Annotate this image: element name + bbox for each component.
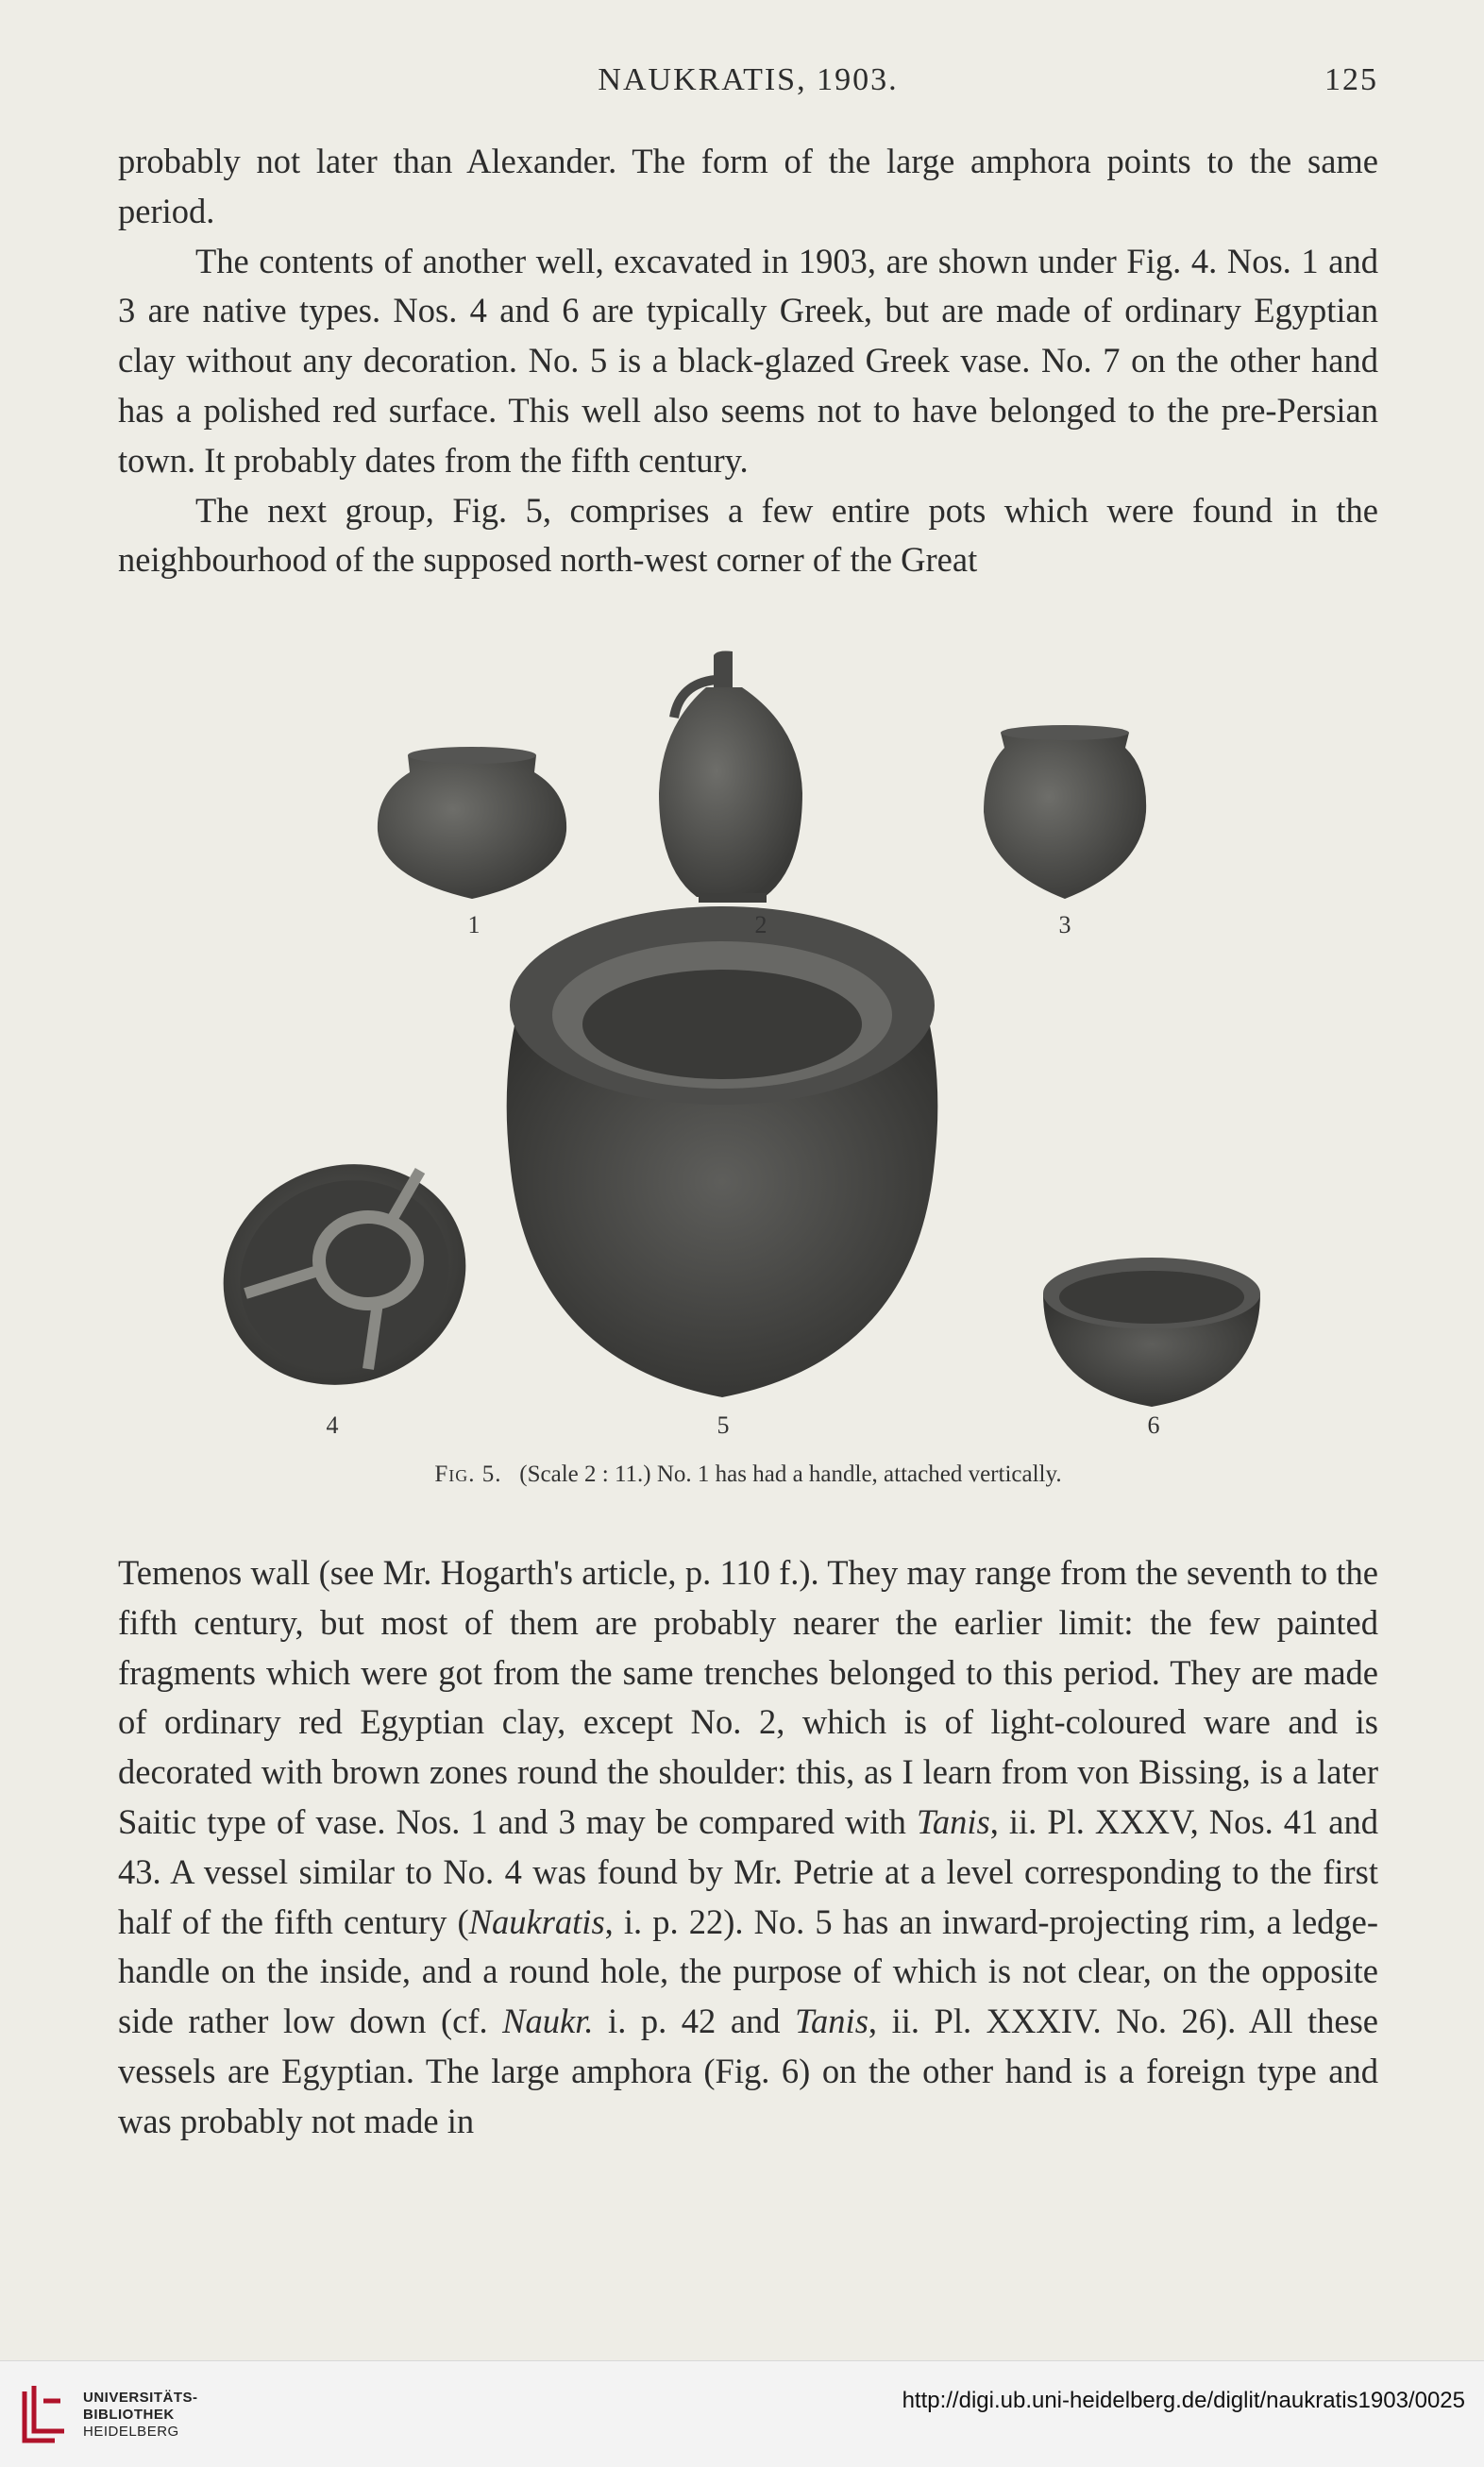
header-title: NAUKRATIS, 1903. — [598, 62, 899, 97]
vessel-label-5: 5 — [717, 1411, 730, 1439]
paragraph-2: The contents of another well, excavated in 1903, are shown under Fig. 4. Nos. 1 and 3 are native types. Nos. 4 and 6 are typically Greek, but are made of ordinary Egyptian clay without any decoration. No. 5 is a black-glazed Greek vase. No. 7 on the other hand has a polished red surface. This well also seems not to have belonged to the pre-Persian town. It probably dates from the fifth century. — [118, 241, 1378, 480]
vessel-2 — [659, 651, 802, 904]
paragraph-4-part: Temenos wall (see Mr. Hogarth's article, p. 110 f.). They may range from the seventh to the fifth century, but most of them are probably nearer the earlier limit: the few painted fragments which were got from the same trenches belonged to this period. They are made of ordinary red Egyptian clay, except No. 2, which is of light-coloured ware and is decorated with brown zones round the shoulder: this, as I learn from von Bissing, is a later Saitic type of vase. Nos. 1 and 3 may be compared with — [118, 1553, 1378, 1841]
caption-figure-number: Fig. 5. — [434, 1462, 502, 1487]
citation-naukr: Naukr. — [502, 2002, 594, 2041]
text-block-bottom — [118, 1548, 1378, 2147]
paragraph-1: probably not later than Alexander. The form of the large amphora points to the same period. — [118, 142, 1378, 230]
figure-caption — [118, 1462, 1378, 1488]
vessel-label-4: 4 — [326, 1411, 339, 1439]
vessel-1 — [378, 747, 566, 899]
vessel-6 — [1043, 1258, 1260, 1407]
figure-5 — [189, 642, 1312, 1492]
paragraph-4-part: , ii. Pl. XXXV, Nos. 41 and 43. A vessel similar to No. 4 was found by Mr. Petrie at a level corresponding to the first half of the fifth century ( — [118, 1801, 1379, 1941]
library-logo-text[interactable] — [83, 2390, 198, 2441]
logo-line-1: UNIVERSITÄTS- — [83, 2390, 198, 2406]
text-block-top — [118, 137, 1378, 585]
citation-tanis-2: Tanis — [795, 2002, 868, 2041]
vessel-5 — [507, 906, 938, 1397]
vessel-label-3: 3 — [1058, 911, 1071, 938]
permalink-url[interactable]: http://digi.ub.uni-heidelberg.de/diglit/naukratis1903/0025 — [902, 2388, 1465, 2413]
running-header — [118, 62, 1378, 110]
logo-line-2: BIBLIOTHEK — [83, 2407, 175, 2423]
vessel-label-2: 2 — [754, 911, 767, 938]
vessel-label-6: 6 — [1147, 1411, 1160, 1439]
citation-naukratis: Naukratis — [468, 1901, 605, 1941]
paragraph-4-part: i. p. 42 and — [593, 2002, 796, 2041]
vessel-label-1: 1 — [467, 911, 481, 938]
library-logo-icon[interactable] — [17, 2382, 69, 2448]
vessel-4 — [193, 1130, 497, 1418]
vessel-3 — [984, 725, 1146, 899]
vessels-photograph — [189, 642, 1312, 1492]
paragraph-4-part: , i. p. 22). No. 5 has an inward-projecting rim, a ledge-handle on the inside, and a round hole, the purpose of which is not clear, on the opposite side rather low down (cf. — [118, 1901, 1378, 2041]
logo-line-3: HEIDELBERG — [83, 2424, 179, 2440]
caption-text: (Scale 2 : 11.) No. 1 has had a handle, attached vertically. — [519, 1462, 1062, 1487]
library-footer — [0, 2360, 1484, 2467]
paragraph-4-part: , ii. Pl. XXXIV. No. 26). All these vessels are Egyptian. The large amphora (Fig. 6) on the other hand is a foreign type and was probably not made in — [118, 2002, 1379, 2140]
page-number: 125 — [1324, 62, 1378, 97]
paragraph-3: The next group, Fig. 5, comprises a few entire pots which were found in the neighbourhood of the supposed north-west corner of the Great — [118, 490, 1378, 580]
citation-tanis: Tanis — [916, 1801, 990, 1841]
